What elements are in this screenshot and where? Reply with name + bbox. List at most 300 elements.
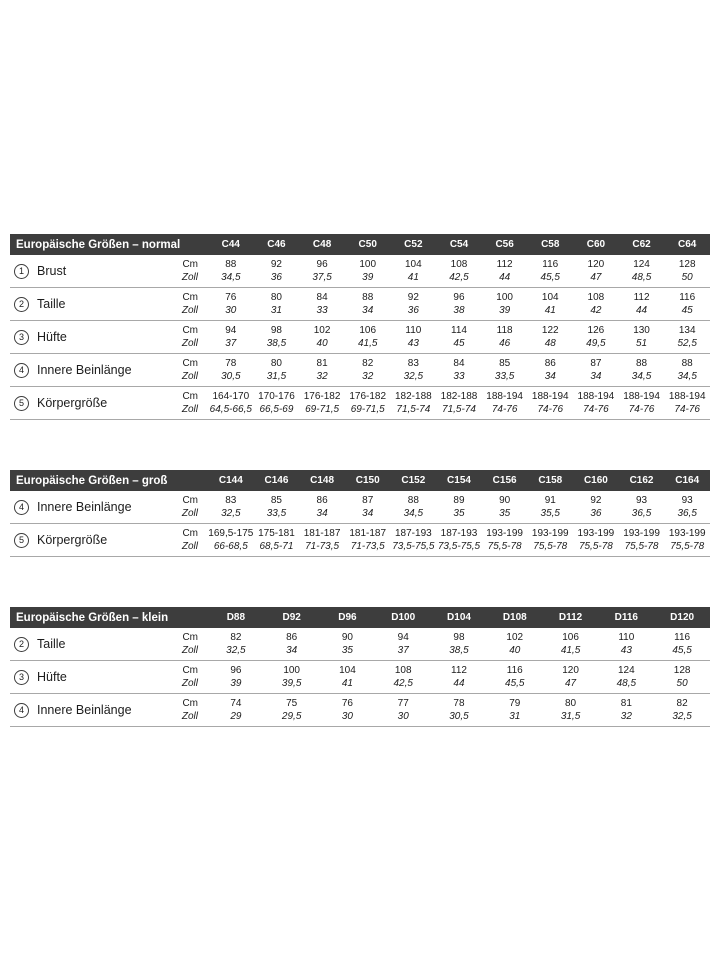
value-cell: [345, 494, 391, 520]
size-column-header: C48: [312, 239, 332, 250]
value-cell: [320, 697, 376, 723]
size-column-header: C158: [538, 475, 563, 486]
zoll-value: 38,5: [266, 338, 287, 349]
zoll-value: 30: [341, 711, 353, 722]
value-cell: [487, 664, 543, 690]
value-cell: [208, 631, 264, 657]
value-cell: [436, 291, 482, 317]
measurement-label: Taille: [37, 297, 66, 311]
cm-value: 102: [506, 632, 524, 643]
cm-value: 112: [633, 292, 650, 303]
measurement-row: [10, 694, 710, 727]
value-cell: [391, 324, 437, 350]
zoll-value: 36,5: [677, 508, 697, 519]
zoll-value: 69-71,5: [350, 404, 385, 415]
zoll-value: 39: [499, 305, 511, 316]
measurement-row: [10, 354, 710, 387]
cm-value: 188-194: [668, 391, 706, 402]
cm-value: 96: [230, 665, 242, 676]
value-cell: [299, 291, 345, 317]
value-cell: [208, 664, 264, 690]
size-column-header: D104: [447, 612, 471, 623]
size-column-header: C146: [264, 475, 289, 486]
value-cell: [573, 494, 619, 520]
size-column-header: D116: [614, 612, 638, 623]
cm-value: 116: [674, 632, 691, 643]
measurement-label: Innere Beinlänge: [37, 363, 132, 377]
measurement-row: [10, 321, 710, 354]
zoll-value: 42: [590, 305, 602, 316]
unit-zoll-label: Zoll: [181, 305, 198, 316]
cm-value: 188-194: [623, 391, 660, 402]
size-table: [10, 607, 710, 727]
value-cell: [391, 357, 437, 383]
value-cell: [254, 258, 300, 284]
cm-value: 108: [394, 665, 412, 676]
unit-cm-label: Cm: [182, 391, 198, 402]
value-cell: [482, 494, 528, 520]
zoll-value: 37: [225, 338, 237, 349]
zoll-value: 50: [676, 678, 688, 689]
cm-value: 182-188: [395, 391, 432, 402]
size-column-header: D112: [558, 612, 583, 623]
cm-value: 79: [509, 698, 521, 709]
value-cell: [431, 697, 487, 723]
zoll-value: 71,5-74: [442, 404, 476, 415]
unit-cell: [162, 527, 208, 553]
measurement-label: Hüfte: [37, 670, 67, 684]
value-cell: [619, 527, 665, 553]
zoll-value: 75,5-78: [624, 541, 659, 552]
cm-value: 82: [362, 358, 374, 369]
unit-zoll-label: Zoll: [181, 678, 198, 689]
size-column-header: C56: [495, 239, 514, 250]
value-cell: [573, 390, 619, 416]
value-cell: [573, 527, 619, 553]
measurement-row: [10, 255, 710, 288]
measurement-label-cell: [10, 500, 162, 515]
zoll-value: 41,5: [357, 338, 378, 349]
cm-value: 77: [397, 698, 409, 709]
zoll-value: 41: [341, 678, 353, 689]
unit-zoll-label: Zoll: [181, 541, 198, 552]
zoll-value: 47: [564, 678, 577, 689]
measurement-number-badge: 5: [14, 533, 29, 548]
value-cell: [299, 357, 345, 383]
value-cell: [299, 390, 345, 416]
cm-value: 164-170: [212, 391, 250, 402]
measurement-label: Innere Beinlänge: [37, 500, 132, 514]
unit-cm-label: Cm: [182, 495, 198, 506]
cm-value: 170-176: [258, 391, 295, 402]
zoll-value: 33,5: [266, 508, 287, 519]
cm-value: 88: [225, 259, 237, 270]
cm-value: 112: [496, 259, 513, 270]
measurement-label-cell: [10, 637, 162, 652]
measurement-number-badge: 4: [14, 500, 29, 515]
cm-value: 188-194: [486, 391, 523, 402]
value-cell: [482, 324, 528, 350]
value-cell: [543, 697, 599, 723]
value-cell: [436, 324, 482, 350]
cm-value: 81: [620, 698, 632, 709]
cm-value: 112: [451, 665, 467, 676]
measurement-label: Hüfte: [37, 330, 67, 344]
cm-value: 94: [225, 325, 237, 336]
cm-value: 90: [499, 495, 511, 506]
zoll-value: 36,5: [631, 508, 652, 519]
unit-cell: [162, 357, 208, 383]
value-cell: [543, 664, 599, 690]
zoll-value: 35: [499, 508, 511, 519]
value-cell: [598, 697, 654, 723]
zoll-value: 45,5: [505, 678, 525, 689]
unit-cm-label: Cm: [182, 325, 198, 336]
measurement-label-cell: [10, 264, 162, 279]
measurement-number-badge: 3: [14, 330, 29, 345]
zoll-value: 41,5: [560, 645, 581, 656]
zoll-value: 43: [407, 338, 419, 349]
zoll-value: 48,5: [616, 678, 637, 689]
unit-zoll-label: Zoll: [181, 371, 198, 382]
value-cell: [664, 258, 710, 284]
zoll-value: 34: [362, 508, 374, 519]
value-cell: [527, 324, 573, 350]
size-column-header: C60: [586, 239, 606, 250]
value-cell: [664, 494, 710, 520]
table-header: [10, 607, 710, 628]
size-column-header: D88: [226, 612, 246, 623]
cm-value: 86: [286, 632, 298, 643]
zoll-value: 74-76: [537, 404, 564, 415]
value-cell: [320, 664, 376, 690]
zoll-value: 75,5-78: [670, 541, 705, 552]
measurement-label: Körpergröße: [37, 533, 108, 547]
unit-zoll-label: Zoll: [181, 338, 198, 349]
unit-cell: [162, 494, 208, 520]
cm-value: 85: [270, 495, 282, 506]
value-cell: [254, 390, 300, 416]
zoll-value: 36: [407, 305, 419, 316]
zoll-value: 32: [620, 711, 632, 722]
zoll-value: 48: [544, 338, 556, 349]
cm-value: 86: [316, 495, 328, 506]
zoll-value: 66-68,5: [213, 541, 248, 552]
value-cell: [391, 258, 437, 284]
value-cell: [345, 527, 391, 553]
measurement-row: [10, 288, 710, 321]
value-cell: [208, 527, 254, 553]
zoll-value: 39: [362, 272, 374, 283]
cm-value: 82: [676, 698, 688, 709]
value-cell: [345, 357, 391, 383]
value-cell: [482, 291, 528, 317]
cm-value: 93: [681, 495, 693, 506]
cm-value: 92: [407, 292, 419, 303]
unit-zoll-label: Zoll: [181, 508, 198, 519]
zoll-value: 50: [681, 272, 693, 283]
zoll-value: 36: [270, 272, 282, 283]
value-cell: [208, 258, 254, 284]
cm-value: 193-199: [531, 528, 569, 539]
cm-value: 169,5-175: [208, 528, 254, 539]
unit-cell: [162, 631, 208, 657]
cm-value: 116: [506, 665, 523, 676]
cm-value: 108: [450, 259, 468, 270]
measurement-number-badge: 3: [14, 670, 29, 685]
cm-value: 88: [681, 358, 693, 369]
cm-value: 102: [313, 325, 331, 336]
cm-value: 128: [678, 259, 696, 270]
size-column-header: C150: [355, 475, 380, 486]
size-column-header: C44: [221, 239, 240, 250]
zoll-value: 66,5-69: [259, 404, 294, 415]
size-column-header: C156: [492, 475, 517, 486]
cm-value: 122: [541, 325, 559, 336]
value-cell: [299, 494, 345, 520]
cm-value: 88: [362, 292, 374, 303]
zoll-value: 34,5: [631, 371, 652, 382]
value-cell: [345, 324, 391, 350]
size-column-header: C46: [267, 239, 286, 250]
value-cell: [487, 697, 543, 723]
cm-value: 78: [453, 698, 465, 709]
zoll-value: 71-73,5: [350, 541, 385, 552]
cm-value: 85: [499, 358, 511, 369]
value-cell: [254, 527, 300, 553]
zoll-value: 49,5: [586, 338, 606, 349]
zoll-value: 74-76: [674, 404, 700, 415]
zoll-value: 38,5: [449, 645, 469, 656]
measurement-number-badge: 5: [14, 396, 29, 411]
size-column-header: C62: [632, 239, 651, 250]
value-cell: [573, 291, 619, 317]
value-cell: [299, 527, 345, 553]
value-cell: [573, 324, 619, 350]
zoll-value: 48,5: [631, 272, 652, 283]
size-column-header: D100: [391, 612, 416, 623]
zoll-value: 45,5: [540, 272, 560, 283]
size-column-header: C160: [583, 475, 608, 486]
size-column-header: C154: [447, 475, 471, 486]
cm-value: 100: [359, 259, 377, 270]
size-column-header: C164: [675, 475, 700, 486]
zoll-value: 71-73,5: [305, 541, 340, 552]
size-column-header: C144: [218, 475, 243, 486]
value-cell: [391, 390, 437, 416]
measurement-row: [10, 661, 710, 694]
zoll-value: 44: [453, 678, 465, 689]
cm-value: 104: [405, 259, 422, 270]
cm-value: 128: [673, 665, 691, 676]
unit-cell: [162, 697, 208, 723]
value-cell: [654, 697, 710, 723]
zoll-value: 30: [225, 305, 237, 316]
size-column-header: D92: [282, 612, 301, 623]
value-cell: [264, 697, 320, 723]
value-cell: [431, 664, 487, 690]
value-cell: [391, 527, 437, 553]
value-cell: [527, 527, 573, 553]
cm-value: 120: [562, 665, 579, 676]
zoll-value: 34: [590, 371, 602, 382]
zoll-value: 29,5: [281, 711, 302, 722]
value-cell: [345, 291, 391, 317]
cm-value: 80: [270, 358, 282, 369]
value-cell: [254, 357, 300, 383]
measurement-label: Körpergröße: [37, 396, 108, 410]
zoll-value: 44: [635, 305, 648, 316]
value-cell: [654, 664, 710, 690]
cm-value: 94: [397, 632, 409, 643]
cm-value: 91: [544, 495, 556, 506]
value-cell: [527, 258, 573, 284]
zoll-value: 38: [453, 305, 465, 316]
size-column-header: C58: [541, 239, 560, 250]
cm-value: 84: [316, 292, 328, 303]
measurement-label: Brust: [37, 264, 67, 278]
value-cell: [436, 527, 482, 553]
zoll-value: 73,5-75,5: [392, 541, 435, 552]
value-cell: [664, 324, 710, 350]
value-cell: [345, 258, 391, 284]
value-cell: [208, 390, 254, 416]
value-cell: [619, 291, 665, 317]
value-cell: [345, 390, 391, 416]
value-cell: [436, 258, 482, 284]
cm-value: 188-194: [577, 391, 615, 402]
cm-value: 96: [316, 259, 328, 270]
zoll-value: 31,5: [266, 371, 287, 382]
cm-value: 78: [225, 358, 237, 369]
cm-value: 76: [225, 292, 237, 303]
cm-value: 84: [453, 358, 465, 369]
size-column-header: C152: [401, 475, 426, 486]
value-cell: [664, 357, 710, 383]
zoll-value: 40: [316, 338, 328, 349]
value-cell: [664, 527, 710, 553]
size-column-header: D120: [670, 612, 695, 623]
measurement-number-badge: 4: [14, 703, 29, 718]
unit-zoll-label: Zoll: [181, 645, 198, 656]
value-cell: [436, 494, 482, 520]
cm-value: 181-187: [303, 528, 341, 539]
value-cell: [482, 390, 528, 416]
size-column-header: C148: [310, 475, 335, 486]
zoll-value: 64,5-66,5: [209, 404, 252, 415]
value-cell: [320, 631, 376, 657]
cm-value: 93: [635, 495, 648, 506]
size-column-header: C64: [678, 239, 697, 250]
cm-value: 188-194: [531, 391, 569, 402]
zoll-value: 45,5: [672, 645, 692, 656]
cm-value: 92: [590, 495, 602, 506]
measurement-number-badge: 2: [14, 297, 29, 312]
cm-value: 89: [453, 495, 465, 506]
cm-value: 118: [496, 325, 513, 336]
zoll-value: 30,5: [221, 371, 241, 382]
value-cell: [619, 324, 665, 350]
table-header: [10, 234, 710, 255]
value-cell: [527, 494, 573, 520]
unit-cm-label: Cm: [182, 358, 198, 369]
cm-value: 90: [341, 632, 353, 643]
cm-value: 124: [617, 665, 635, 676]
measurement-number-badge: 2: [14, 637, 29, 652]
cm-value: 187-193: [440, 528, 478, 539]
zoll-value: 42,5: [449, 272, 469, 283]
value-cell: [654, 631, 710, 657]
measurement-label-cell: [10, 670, 162, 685]
unit-cell: [162, 390, 208, 416]
value-cell: [543, 631, 599, 657]
zoll-value: 35: [453, 508, 465, 519]
value-cell: [208, 357, 254, 383]
cm-value: 110: [405, 325, 422, 336]
value-cell: [264, 631, 320, 657]
zoll-value: 39,5: [281, 678, 302, 689]
value-cell: [487, 631, 543, 657]
cm-value: 181-187: [349, 528, 387, 539]
value-cell: [208, 697, 264, 723]
cm-value: 116: [679, 292, 696, 303]
zoll-value: 75,5-78: [533, 541, 568, 552]
unit-cm-label: Cm: [182, 698, 198, 709]
value-cell: [619, 390, 665, 416]
value-cell: [375, 697, 431, 723]
size-column-header: C54: [449, 239, 469, 250]
zoll-value: 34,5: [677, 371, 697, 382]
unit-cm-label: Cm: [182, 665, 198, 676]
cm-value: 176-182: [303, 391, 341, 402]
cm-value: 87: [362, 495, 374, 506]
unit-cm-label: Cm: [182, 259, 198, 270]
cm-value: 83: [225, 495, 237, 506]
value-cell: [664, 390, 710, 416]
measurement-label-cell: [10, 330, 162, 345]
size-column-header: C162: [629, 475, 654, 486]
cm-value: 80: [564, 698, 577, 709]
value-cell: [208, 291, 254, 317]
measurement-label-cell: [10, 533, 162, 548]
zoll-value: 74-76: [491, 404, 518, 415]
value-cell: [254, 494, 300, 520]
table-header: [10, 470, 710, 491]
cm-value: 120: [587, 259, 605, 270]
value-cell: [598, 631, 654, 657]
measurement-row: [10, 628, 710, 661]
zoll-value: 47: [590, 272, 602, 283]
unit-cell: [162, 258, 208, 284]
unit-zoll-label: Zoll: [181, 404, 198, 415]
measurement-label: Innere Beinlänge: [37, 703, 132, 717]
zoll-value: 51: [635, 338, 648, 349]
cm-value: 86: [544, 358, 556, 369]
value-cell: [664, 291, 710, 317]
zoll-value: 32,5: [226, 645, 246, 656]
cm-value: 187-193: [395, 528, 432, 539]
unit-cell: [162, 664, 208, 690]
measurement-label-cell: [10, 703, 162, 718]
value-cell: [527, 357, 573, 383]
value-cell: [527, 291, 573, 317]
cm-value: 96: [453, 292, 465, 303]
cm-value: 81: [316, 358, 328, 369]
cm-value: 126: [587, 325, 605, 336]
zoll-value: 40: [509, 645, 521, 656]
cm-value: 116: [542, 259, 559, 270]
unit-cell: [162, 291, 208, 317]
